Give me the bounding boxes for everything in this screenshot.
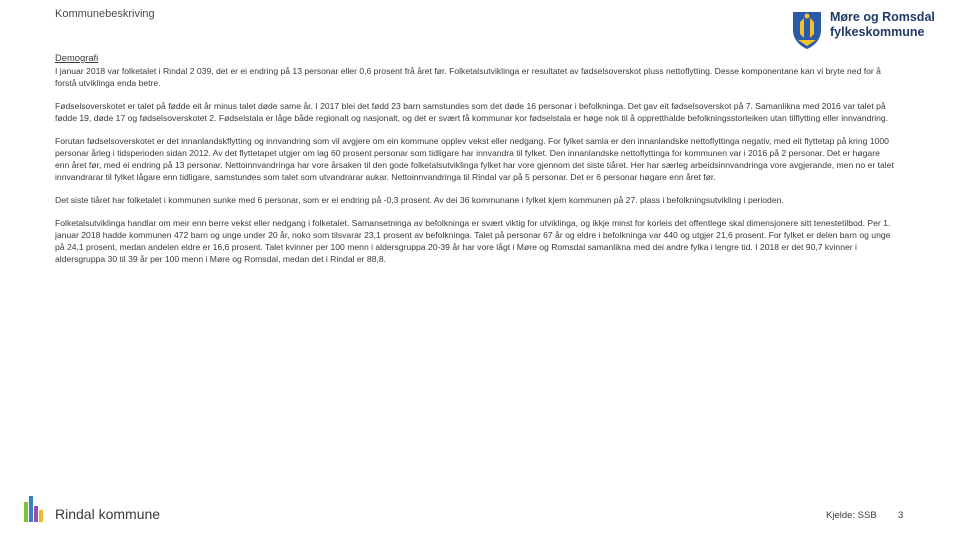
paragraph-decade-change: Det siste tiåret har folketalet i kommunen sunke med 6 personar, som er ei endring på -0,3 prosent. Av dei 36 kommunane i fylket kjem kommunen på 27. plass i befolkningsutvikling i perioden. xyxy=(55,195,784,205)
municipality-name: Rindal kommune xyxy=(55,506,161,522)
logo-line-2: fylkeskommune xyxy=(830,25,925,39)
paragraph-migration: Forutan fødselsoverskotet er det innanlandskflytting og innvandring som vil avgjere om ein kommune opplev vekst eller nedgang. For fylket samla er den innanlandske nettoflyttinga negativ, med eit flyttetap på kring 1000 personar årleg i tidsperioden sidan 2012. Av det flyttetapet utgjer om lag 60 prosent personar som tidligare har innvandra til fylket. Den innanlandske nettoflyttinga for kommunen var i 2016 på 2 personar. Det er høgare enn året før, med ei endring på 13 personar. Nettoinnvandringa har vore årsaken til den gode folketalsutviklinga fylket har vore gjennom det siste tiåret. Her har særleg arbeidsinnvandringa vore avgjerande, men no er talet innvandrarar til fylket lågare enn tidligare, samstundes som talet som utvandrarar aukar. Nettoinnvandringa til Rindal var på 5 personar. Det er 6 personar høgare enn året før. xyxy=(55,136,894,182)
document-body xyxy=(55,52,895,276)
source-label: Kjelde: SSB xyxy=(826,510,877,521)
county-logo xyxy=(790,10,940,50)
paragraph-population: I januar 2018 var folketalet i Rindal 2 039, det er ei endring på 13 personar eller 0,6 prosent frå året før. Folketalsutviklinga er resultatet av fødselsoverskot pluss nettoflytting. Desse komponentane kan vi bryte ned for å forstå utviklinga enda betre. xyxy=(55,66,881,88)
paragraph-composition: Folketalsutviklinga handlar om meir enn berre vekst eller nedgang i folketalet. Samansetninga av befolkninga er svært viktig for utviklinga, og ikkje minst for korleis det offentlege skal dimensjonere sitt tenestetilbod. Per 1. januar 2018 hadde kommunen 472 barn og unge under 20 år, noko som tilsvarar 23,1 prosent av befolkninga. Talet på personar 67 år og eldre i befolkninga var 440 og utgjer 21,6 prosent. For fylket er delen barn og unge på 24,1 prosent, medan andelen eldre er 16,6 prosent. Talet kvinner per 100 menn i aldersgruppa 20-39 år har vore lågt i Møre og Romsdal samanlikna med dei andre fylka i lengre tid. I 2018 er det 90,7 kvinner i aldersgruppa 30 til 39 år per 100 menn i Møre og Romsdal, medan det i Rindal er 88,8. xyxy=(55,218,891,264)
municipality-logo-icon xyxy=(22,494,44,524)
paragraph-birth-surplus: Fødselsoverskotet er talet på fødde eit år minus talet døde same år. I 2017 blei det fødd 23 barn samstundes som det døde 16 personar i befolkninga. Det gav eit fødselsoverskot på 7. Samanlikna med 2016 var talet på fødde 19, døde 17 og fødselsoverskotet 2. Fødselstala er låge både regionalt og nasjonalt, og det er svært få kommunar kor fødselstala er høge nok til å oppretthalde befolkningsstorleiken utan tilflytting eller innvandring. xyxy=(55,101,889,123)
page-header-title: Kommunebeskriving xyxy=(55,8,155,20)
page-number: 3 xyxy=(898,510,904,521)
section-heading: Demografi xyxy=(55,52,99,63)
logo-line-1: Møre og Romsdal xyxy=(830,10,935,24)
county-coat-of-arms-icon xyxy=(790,10,824,55)
